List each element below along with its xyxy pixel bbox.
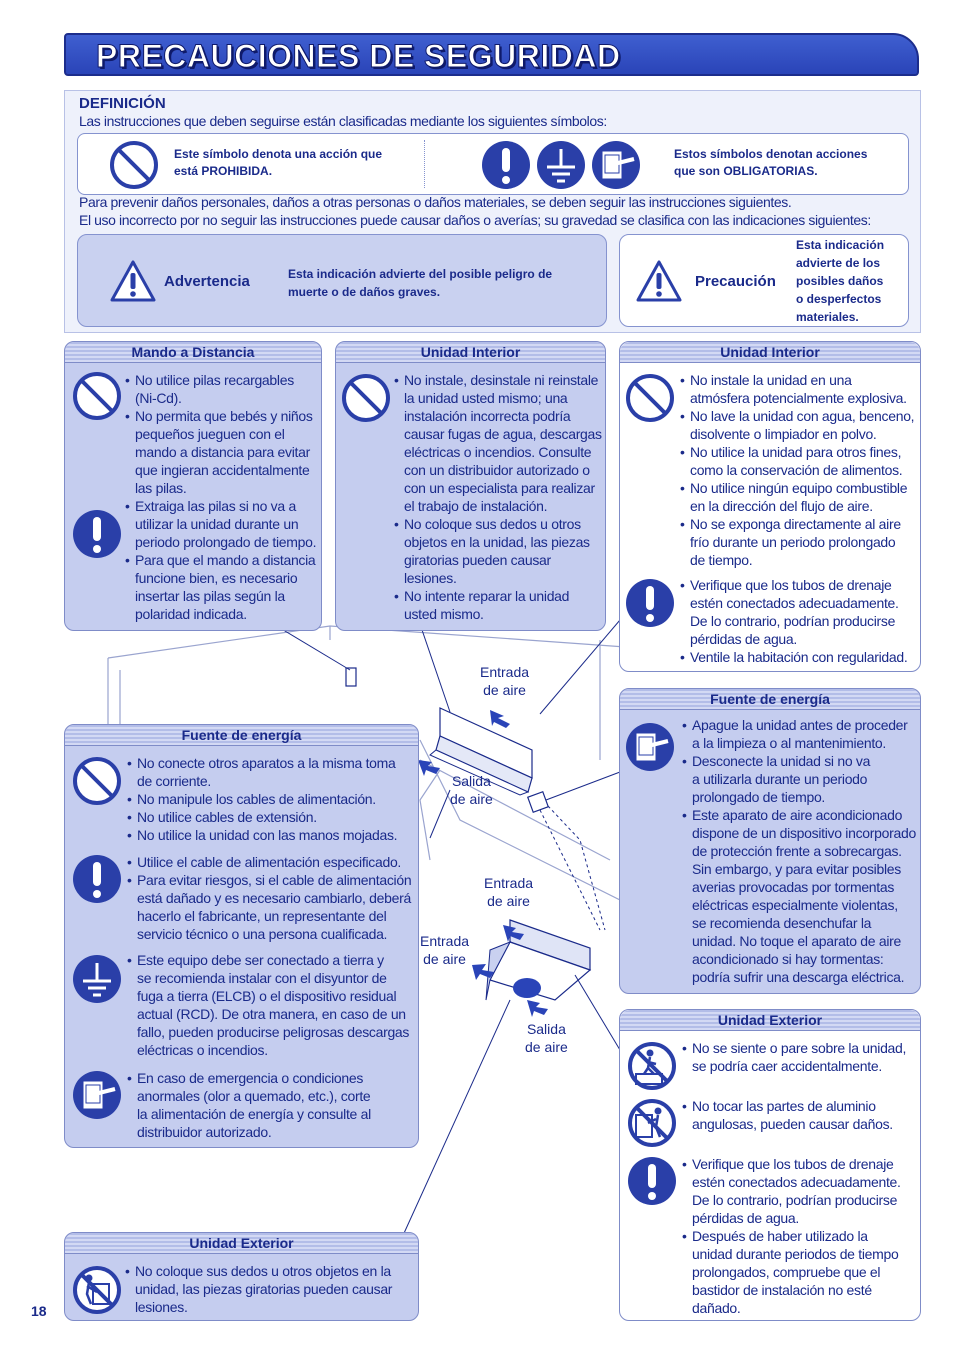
list-item: • No coloque sus dedos u otros objetos en la unidad, las piezas giratorias pueden causar lesiones.: [125, 1262, 392, 1316]
unplug-icon: [624, 721, 676, 773]
list-item: • No utilice la unidad con las manos mojadas.: [127, 826, 397, 844]
caption-air-outlet-indoor: Salida de aire: [450, 773, 493, 807]
list-item: • No conecte otros aparatos a la misma toma de corriente.: [127, 754, 397, 790]
list-item: • En caso de emergencia o condiciones anormales (olor a quemado, etc.), corte la alimentación de energía y consulte al distribuidor autorizado.: [127, 1069, 371, 1141]
outdoor-right-mandatory-list: [682, 1155, 901, 1317]
panel-remote-control: [64, 341, 322, 631]
power-left-mandatory-list: [127, 853, 411, 943]
list-item: • Después de haber utilizado la unidad durante periodos de tiempo prolongados, compruebe que el bastidor de instalación no esté dañado.: [682, 1227, 901, 1317]
earth-ground-icon: [71, 953, 123, 1005]
mandatory-icon: [71, 508, 123, 560]
list-item: • Extraiga las pilas si no va a utilizar la unidad durante un periodo prolongado de tiempo.: [125, 497, 316, 551]
warning-desc: Esta indicación advierte del posible peligro de muerte o de daños graves.: [288, 267, 553, 299]
prohibited-icon: [340, 372, 392, 424]
definition-para-1: Para prevenir daños personales, daños a otras personas o daños materiales, se deben seguir las instrucciones siguientes.: [79, 194, 792, 210]
no-standing-icon: [626, 1040, 678, 1092]
power-left-unplug-list: [127, 1069, 371, 1141]
panel-title: Mando a Distancia: [65, 342, 321, 363]
list-item: • Verifique que los tubos de drenaje estén conectados adecuadamente. De lo contrario, podrían producirse pérdidas de agua.: [682, 1155, 901, 1227]
list-item: • Para evitar riesgos, si el cable de alimentación está dañado y es necesario cambiarlo, deberá hacerlo el fabricante, un representante del servicio técnico o una persona cualificada.: [127, 871, 411, 943]
list-item: • No instale, desinstale ni reinstale la unidad usted mismo; una instalación incorrecta podría causar fugas de agua, descargas eléctricas o incendios. Consulte con un distribuidor autorizado o con un especialista para realizar el trabajo de instalación.: [394, 371, 602, 515]
remote-list: [125, 371, 316, 623]
power-right-list: [682, 716, 916, 986]
caution-label: Precaución: [695, 273, 776, 290]
caution-desc: Esta indicación advierte de los posibles daños o desperfectos materiales.: [796, 238, 885, 324]
indoor2-prohibited-list: [680, 371, 914, 569]
page-number: 18: [31, 1303, 47, 1319]
list-item: • No utilice cables de extensión.: [127, 808, 397, 826]
prohibited-icon: [71, 370, 123, 422]
list-item: • No tocar las partes de aluminio angulosas, pueden causar daños.: [682, 1097, 893, 1133]
indoor1-list: [394, 371, 602, 623]
prohibited-icon: [624, 372, 676, 424]
panel-indoor-unit-2: [619, 341, 921, 672]
list-item: • No coloque sus dedos u otros objetos en la unidad, las piezas giratorias pueden causar lesiones.: [394, 515, 602, 587]
page-title: PRECAUCIONES DE SEGURIDAD: [96, 38, 621, 74]
panel-title: Unidad Interior: [336, 342, 605, 363]
unplug-icon: [71, 1069, 123, 1121]
list-item: • Apague la unidad antes de proceder a la limpieza o al mantenimiento.: [682, 716, 916, 752]
outdoor-right-sit-list: [682, 1039, 906, 1075]
outdoor-right-touch-list: [682, 1097, 893, 1133]
indoor2-mandatory-list: [680, 576, 907, 666]
no-touch-icon: [626, 1097, 678, 1149]
definition-intro: Las instrucciones que deben seguirse están clasificadas mediante los siguientes símbolos:: [79, 113, 607, 129]
panel-indoor-unit-1: [335, 341, 606, 631]
list-item: • Ventile la habitación con regularidad.: [680, 648, 907, 666]
outdoor-left-list: [125, 1262, 392, 1316]
remote-control-shape: [346, 668, 356, 686]
definition-para-2: El uso incorrecto por no seguir las instrucciones puede causar daños o averías; su gravedad se clasifica con las indicaciones siguientes:: [79, 212, 871, 228]
list-item: • No utilice ningún equipo combustible en la dirección del flujo de aire.: [680, 479, 914, 515]
panel-power-source-right: [619, 688, 921, 994]
mandatory-icon: [626, 1155, 678, 1207]
outdoor-unit-shape: [486, 920, 590, 1000]
list-item: • No se siente o pare sobre la unidad, se podría caer accidentalmente.: [682, 1039, 906, 1075]
mandatory-icon: [624, 577, 676, 629]
list-item: • No se exponga directamente al aire frío durante un periodo prolongado de tiempo.: [680, 515, 914, 569]
list-item: • No utilice pilas recargables (Ni-Cd).: [125, 371, 316, 407]
caption-air-inlet-outdoor-side: Entrada de aire: [420, 933, 470, 967]
power-left-prohibited-list: [127, 754, 397, 844]
mandatory-desc: Estos símbolos denotan acciones que son OBLIGATORIAS.: [674, 147, 868, 178]
power-left-earth-list: [127, 951, 409, 1059]
list-item: • No permita que bebés y niños pequeños jueguen con el mando a distancia para evitar que ingieran accidentalmente las pilas.: [125, 407, 316, 497]
panel-outdoor-unit-left: [64, 1232, 419, 1321]
list-item: • No instale la unidad en una atmósfera potencialmente explosiva.: [680, 371, 914, 407]
warning-label: Advertencia: [164, 273, 250, 290]
prohibited-desc: Este símbolo denota una acción que está PROHIBIDA.: [174, 147, 383, 178]
list-item: • Este aparato de aire acondicionado dispone de un dispositivo incorporado de protección frente a sobrecargas. Sin embargo, y para evitar posibles averias provocadas por tormentas eléctricas especialmente violentas, se recomienda desenchufar la unidad. No toque el aparato de aire acondicionado si hay tormentas: podría sufrir una descarga eléctrica.: [682, 806, 916, 986]
panel-title: Fuente de energía: [65, 725, 418, 746]
panel-outdoor-unit-right: [619, 1009, 921, 1321]
panel-power-source-left: [64, 724, 419, 1148]
list-item: • Verifique que los tubos de drenaje estén conectados adecuadamente. De lo contrario, podrían producirse pérdidas de agua.: [680, 576, 907, 648]
list-item: • No lave la unidad con agua, benceno, disolvente o limpiador en polvo.: [680, 407, 914, 443]
mandatory-icon: [71, 853, 123, 905]
list-item: • Utilice el cable de alimentación especificado.: [127, 853, 411, 871]
list-item: • Desconecte la unidad si no va a utilizarla durante un periodo prolongado de tiempo.: [682, 752, 916, 806]
panel-title: Unidad Exterior: [65, 1233, 418, 1254]
panel-title: Fuente de energía: [620, 689, 920, 710]
list-item: • No intente reparar la unidad usted mismo.: [394, 587, 602, 623]
panel-title: Unidad Exterior: [620, 1010, 920, 1031]
list-item: • Para que el mando a distancia funcione bien, es necesario insertar las pilas según la polaridad indicada.: [125, 551, 316, 623]
list-item: • No utilice la unidad para otros fines, como la conservación de alimentos.: [680, 443, 914, 479]
caption-air-outlet-outdoor: Salida de aire: [525, 1021, 568, 1055]
no-fingers-icon: [71, 1264, 123, 1316]
caption-air-inlet-indoor: Entrada de aire: [480, 664, 530, 698]
caption-air-inlet-outdoor-top: Entrada de aire: [484, 875, 534, 909]
definition-title: DEFINICIÓN: [79, 95, 166, 112]
list-item: • No manipule los cables de alimentación.: [127, 790, 397, 808]
prohibited-icon: [71, 755, 123, 807]
panel-title: Unidad Interior: [620, 342, 920, 363]
list-item: • Este equipo debe ser conectado a tierra y se recomienda instalar con el disyuntor de fuga a tierra (ELCB) o el dispositivo residual actual (RCD). De otra manera, en caso de un fallo, pueden producirse peligrosas descargas eléctricas o incendios.: [127, 951, 409, 1059]
